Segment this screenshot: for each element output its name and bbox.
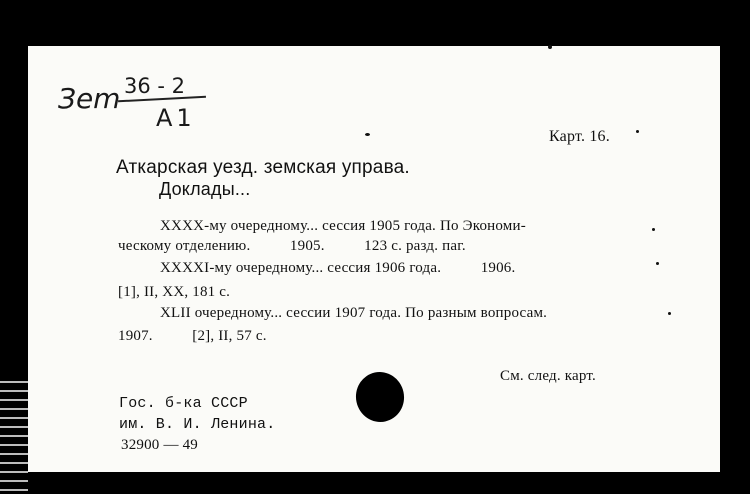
handwritten-prefix: Зem — [58, 82, 121, 115]
speck — [365, 133, 370, 136]
entry-3-line-1: XLII очередному... сессии 1907 года. По разным вопросам. — [160, 305, 548, 321]
entry-3-line-2: 1907. [2], II, 57 с. — [118, 328, 267, 344]
speck — [652, 228, 655, 231]
library-stamp-line-1: Гос. б-ка СССР — [119, 395, 248, 412]
entry-2-line-2: [1], II, XX, 181 с. — [118, 284, 231, 300]
heading-subtitle: Доклады... — [159, 179, 251, 199]
library-stamp-line-2: им. В. И. Ленина. — [119, 416, 276, 433]
speck — [668, 312, 671, 315]
entry-1-line-2: ческому отделению. 1905. 123 с. разд. паг. — [118, 238, 466, 254]
entry-2-line-1: XXXXI-му очередному... сессия 1906 года. 1906. — [160, 260, 516, 276]
entry-1-line-1: XXXX-му очередному... сессия 1905 года. По Экономи- — [160, 218, 526, 234]
card-number: Карт. 16. — [549, 128, 610, 145]
handwritten-denominator: A1 — [156, 104, 196, 132]
speck — [636, 130, 639, 133]
heading-organization: Аткарская уезд. земская управа. — [116, 157, 410, 178]
speck — [548, 45, 552, 49]
see-next-card: См. след. карт. — [500, 368, 596, 384]
library-stamp-line-3: 32900 — 49 — [121, 437, 198, 453]
film-edge-strip — [0, 380, 28, 494]
speck — [656, 262, 659, 265]
handwritten-numerator: 36 - 2 — [124, 74, 186, 98]
